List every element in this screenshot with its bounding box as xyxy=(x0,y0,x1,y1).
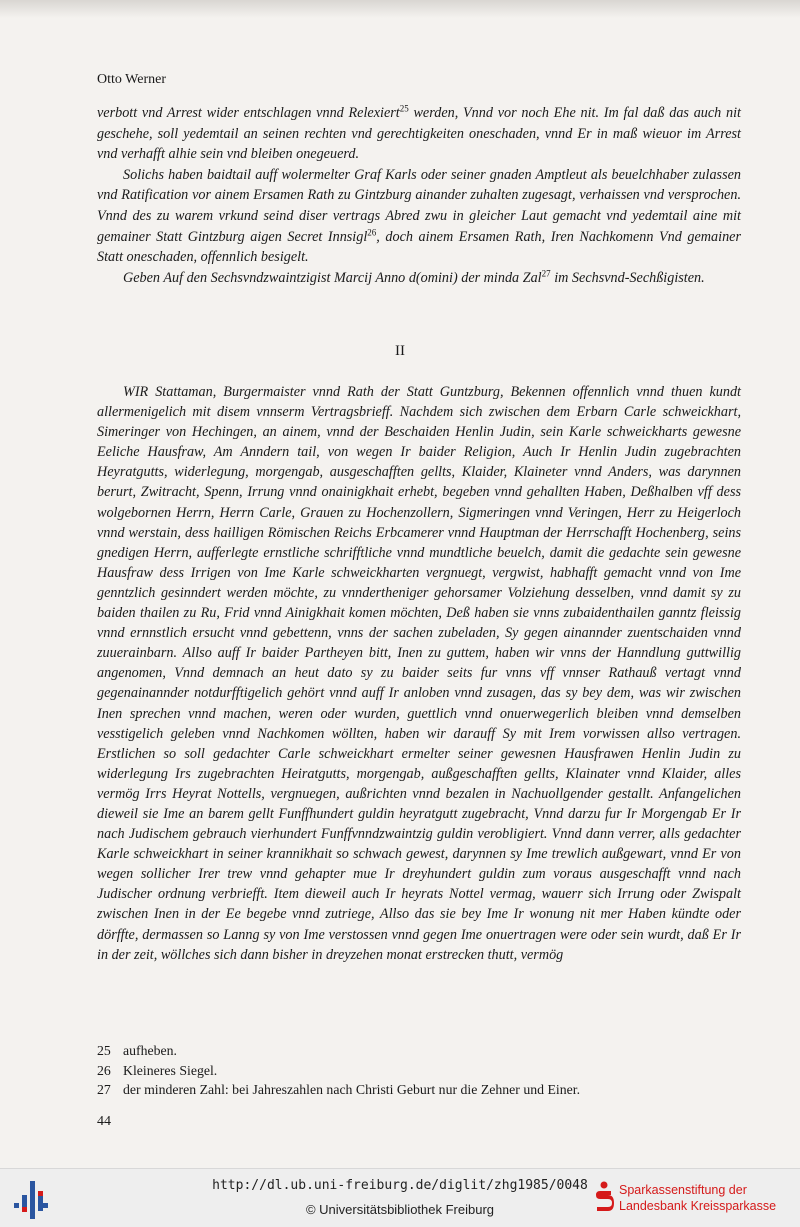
paragraph-main: WIR Stattaman, Burgermaister vnnd Rath der Statt Guntzburg, Bekennen offennlich vnnd thuen kundt allermenigelich mit disem vnnserm Vertragsbrieff. Nachdem sich zwischen dem Erbarn Carle schweickhart, Simeringer von Hechingen, an ainem, vnnd der Beschaiden Henlin Judin, sein Karle schweickharts gewesne Eeliche Hausfraw, Am Anndern tail, von wegen Ir baider Religion, Auch Ir Henlin Judin zugebrachten Heyratgutts, widerlegung, morgengab, ausgeschafften gellts, Klaider, Klaineter vnnd Anders, was darynnen berurt, Zwitracht, Spenn, Irrung vnnd onainigkhait erhebt, begeben vnnd gehallten Haben, Deßhalben vff dess wolgebornen Herrn, Herrn Carle, Grauen zu Hochenzollern, Sigmeringen vnnd Veringen, Herr zu Heigerloch vnnd werstain, dess hailligen Römischen Reichs Erbcamerer vnnd Hauptman der Herrschafft Hochenberg, seins gnedigen Herrn, aufferlegte ernstliche schrifftliche vnnd mundtliche beuelch, damit die gedachte sein gewesne Hausfraw dess Irrigen von Ime Karle schweickharten vergnuegt, vergwist, habhafft gemacht vnnd von Ime genntzlich gesinndert werden möchte, zu vnndertheniger gehorsamer Volziehung desselben, vnnd damit sy zu baiden thailen zu Ru, Frid vnnd Ainigkhait komen möchten, Deß haben sie vnns zubaidenthailen ganntz fleissig vnnd ernnstlich ersucht vnnd gebettenn, vnns der sachen zubeladen, Sy gegen ainannder zuentschaiden vnnd zuuerainbarn. Allso auff Ir baider Partheyen bitt, Inen zu guttem, haben wir vnns der Hanndlung guttwillig angenomen, Vnnd demnach an heut dato sy zu baider seits fur vnns vff vnnser Rathauß vertagt vnnd gegenainannder notdurfftigelich gehört vnnd auff Ir anloben vnnd zusagen, das sy bey dem, was wir zwischen Inen sprechen vnnd machen, weren oder wurden, guettlich vnnd onuerwegerlich bleiben vnnd demselben vesstigelich geleben vnnd Nachkomen wöllten, haben wir darauff Sy mit Irem vorwissen allso vertragen. Erstlichen so soll gedachter Carle schweickhart ermelter seiner gewesnen Hausfrawen Henlin Judin zu widerlegung Irs zugebrachten Heiratgutts, morgengab, außgeschafften gellts, Klainater vnnd Klaider, alles vermög Irrs Heyrat Nottells, vergnuegen, außrichten vnnd bezalen in Nachuollgender gestallt. Anfangelichen dieweil sie Ime an barem gellt Funffhundert guldin heyratgutt zugebracht, Vnnd darzu fur Ir Morgengab Er Ir nach Judischem gebrauch vierhundert Funffvnndzwaintzig guldin verobligiert. Vnnd dann verrer, alls gedachter Karle schweickhart in seiner krannikhait so schwach gewest, darynnen sy Ime trewlich außgewart, vnnd Er von wegen sollicher Irer trew vnnd gehapter mue Ir dreyhundert guldin zum voraus ausgeschafft vnnd nach Judischer ordnung verbriefft. Item dieweil auch Ir heyrats Nottel vermag, wauerr sich Irrung oder Zwispalt zwischen Inen in der Ee begebe vnnd zutriege, Allso das sie bey Ime Ir wonung nit mer Haben kündte oder dörffte, dermassen so Lanng sy von Ime verstossen vnnd gegen Ime onuertragen were oder sein wurdt, daß Er Ir in der zeit, wöllches sich dann bisher in dreyzehen monat erstrecken thutt, vermög xyxy=(97,384,741,963)
paragraph-2: Solichs haben baidtail auff wolermelter Graf Karls oder seiner gnaden Amptleut als beuelchhaber zulassen vnd Ratification vor ainem Ersamen Rath zu Gintzburg ainander zuhalten zugesagt, verhaissen vnd versprochen. Vnnd des zu warem vrkund seind diser vertrags Abred zwu in gleicher Laut gemacht vnd yedemtail aine mit gemainer Statt Gintzburg aigen Secret Innsigl$^{26}$, doch ainem Ersamen Rath, Iren Nachkomenn Vnd gemainer Statt oneschaden, offennlich besigelt. xyxy=(97,166,742,266)
footnote-25: 25 aufheben. xyxy=(97,1043,178,1058)
footnote-ref-25[interactable]: 25 xyxy=(399,103,409,114)
text-block-main xyxy=(97,382,741,965)
text-block-top xyxy=(97,103,741,288)
footnote-ref-26[interactable]: 26 xyxy=(367,226,377,237)
footnote-26: 26 Kleineres Siegel. xyxy=(97,1062,218,1078)
section-title: II xyxy=(395,343,405,359)
paragraph-3: Geben Auf den Sechsvndzwaintzigist Marcij Anno d(omini) der minda Zal$^{27}$ im Sechsvnd-Sechßigisten. xyxy=(123,268,705,286)
copyright-notice: © Universitätsbibliothek Freiburg xyxy=(305,1202,495,1217)
running-head: Otto Werner xyxy=(97,72,166,87)
sparkasse-s-logo-icon[interactable] xyxy=(594,1181,614,1217)
paragraph-1: verbott vnd Arrest wider entschlagen vnnd Relexiert$^{25}$ werden, Vnnd vor noch Ehe nit. Im fal daß das auch nit geschehe, soll yedemtail an seinen rechten vnd gerechtigkeiten oneschaden, vnnd Er in maß wieuor im Arrest vnd verhafft alhie sein vnd bleiben onegeuerd. xyxy=(97,103,741,163)
permalink-url[interactable]: http://dl.ub.uni-freiburg.de/diglit/zhg1985/0048 xyxy=(212,1178,588,1193)
page-number: 44 xyxy=(97,1114,111,1129)
footnote-ref-27[interactable]: 27 xyxy=(541,268,551,279)
footnotes xyxy=(97,1041,757,1100)
footnote-27: 27 der minderen Zahl: bei Jahreszahlen nach Christi Geburt nur die Zehner und Einer. xyxy=(97,1082,581,1097)
viewer-footer xyxy=(0,1168,800,1227)
sponsor-text[interactable]: Sparkassenstiftung der Landesbank Kreissparkasse xyxy=(619,1183,777,1213)
scan-top-shadow xyxy=(0,0,800,18)
